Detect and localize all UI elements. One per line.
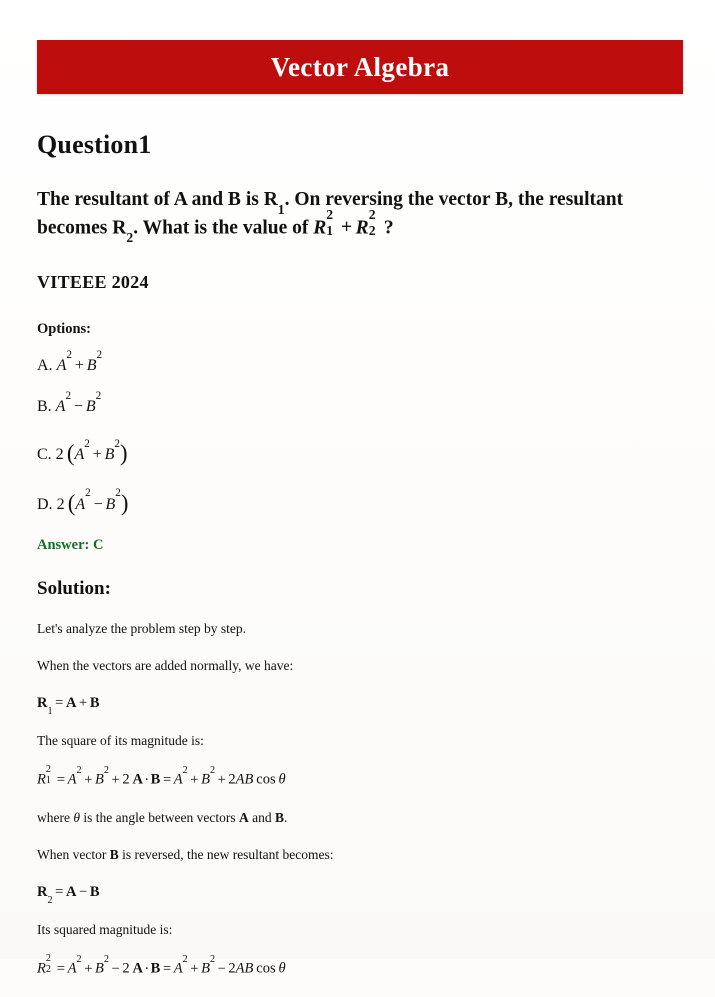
question-math-r1-scripts xyxy=(326,207,337,238)
option-b[interactable] xyxy=(37,389,683,416)
eq4-b1-sup: 2 xyxy=(103,953,109,965)
eq2-plus-4: + xyxy=(217,771,226,788)
question-vector-b: B xyxy=(227,189,241,210)
eq4-r-scripts xyxy=(45,952,54,976)
option-a-sup-b: 2 xyxy=(96,348,103,361)
solution-line-6: Its squared magnitude is: xyxy=(37,921,173,937)
question-text-part6: . What is the value of xyxy=(133,217,314,239)
page-header-banner xyxy=(37,40,683,94)
eq4-r-sup: 2 xyxy=(45,952,51,964)
eq1-vector-b: B xyxy=(89,695,100,712)
option-c-operator: + xyxy=(92,446,102,464)
question-mark: ? xyxy=(383,217,394,239)
eq2-b2: B xyxy=(201,771,210,788)
answer-value: C xyxy=(92,536,104,553)
eq2-b2-sup: 2 xyxy=(209,764,215,776)
option-b-sup-a: 2 xyxy=(65,389,72,402)
eq4-b2-sup: 2 xyxy=(209,953,215,965)
eq2-plus-3: + xyxy=(190,771,199,788)
option-c[interactable] xyxy=(37,438,683,465)
question-vector-a: A xyxy=(173,189,187,210)
question-math-r2-scripts xyxy=(368,207,380,238)
exam-tag: VITEEE 2024 xyxy=(37,271,149,292)
line4-part4: . xyxy=(283,809,288,825)
option-c-term-b: B xyxy=(104,446,115,464)
eq4-coef-2: 2 xyxy=(228,960,236,977)
eq2-r-sup: 2 xyxy=(45,763,51,775)
eq4-a1: A xyxy=(67,960,77,977)
eq4-minus-1: − xyxy=(111,960,120,977)
eq2-coef: 2 xyxy=(122,771,130,788)
eq2-r-scripts xyxy=(45,763,54,787)
eq2-theta: θ xyxy=(278,771,286,788)
eq1-plus: + xyxy=(79,695,88,712)
option-d-coefficient: 2 xyxy=(56,495,65,513)
option-d-term-b: B xyxy=(105,495,116,513)
eq2-b1: B xyxy=(95,771,104,788)
line5-part1: When vector xyxy=(37,846,110,862)
solution-line-5 xyxy=(37,846,683,864)
eq4-r-sub: 2 xyxy=(45,964,51,976)
line4-part1: where xyxy=(37,809,74,825)
eq2-a2: A xyxy=(173,771,183,788)
eq2-vector-b: B xyxy=(150,771,161,788)
line5-part2: is reversed, the new resultant becomes: xyxy=(118,846,334,862)
eq2-equals-2: = xyxy=(162,771,172,788)
eq4-a1-sup: 2 xyxy=(76,953,82,965)
eq2-ab: AB xyxy=(235,771,254,788)
option-a-sup-a: 2 xyxy=(66,348,72,361)
question-math-r1-sup: 2 xyxy=(326,207,334,223)
question-math-plus: + xyxy=(341,217,353,239)
eq2-a1-sup: 2 xyxy=(76,764,82,776)
line4-part3: and xyxy=(248,809,275,825)
option-c-letter: C. xyxy=(37,446,52,464)
question-text-part3: is xyxy=(240,189,264,210)
eq4-plus-2: + xyxy=(190,960,199,977)
option-c-paren-open: ( xyxy=(66,440,75,466)
question-math-r1-sub: 1 xyxy=(326,222,334,238)
eq3-r: R xyxy=(37,884,48,901)
eq3-vector-a: A xyxy=(65,884,77,901)
question-text-part2: and xyxy=(186,189,228,210)
solution-line-3: The square of its magnitude is: xyxy=(37,733,204,749)
eq1-r-sub: 1 xyxy=(47,705,53,717)
eq4-coef: 2 xyxy=(122,960,130,977)
eq2-equals-1: = xyxy=(56,771,66,788)
eq1-vector-a: A xyxy=(65,695,77,712)
question-text xyxy=(37,186,683,245)
option-a-term-a: A xyxy=(56,356,67,374)
solution-heading: Solution: xyxy=(37,577,111,599)
option-b-sup-b: 2 xyxy=(95,389,102,402)
eq3-minus: − xyxy=(79,884,88,901)
line4-part2: is the angle between vectors xyxy=(80,809,239,825)
eq2-cos: cos xyxy=(256,771,276,788)
solution-line-1: Let's analyze the problem step by step. xyxy=(37,620,246,636)
document-content xyxy=(37,130,683,997)
eq2-b1-sup: 2 xyxy=(103,764,109,776)
option-d-term-a: A xyxy=(75,495,86,513)
eq4-a2-sup: 2 xyxy=(182,953,188,965)
question-heading: Question1 xyxy=(37,130,152,159)
solution-equation-2 xyxy=(37,763,683,789)
question-r-symbol: R xyxy=(263,189,278,210)
line4-vector-b: B xyxy=(274,809,284,825)
line5-vector-b: B xyxy=(109,846,119,862)
option-c-sup-b: 2 xyxy=(114,438,120,451)
eq4-minus-2: − xyxy=(217,960,226,977)
option-d-sup-b: 2 xyxy=(115,487,121,500)
eq4-vector-b: B xyxy=(150,960,161,977)
answer-line xyxy=(37,537,683,554)
option-d-paren-close: ) xyxy=(120,489,129,515)
eq4-cos: cos xyxy=(256,960,276,977)
eq4-equals-1: = xyxy=(56,960,66,977)
option-c-coefficient: 2 xyxy=(55,446,64,464)
solution-line-2: When the vectors are added normally, we have: xyxy=(37,657,294,673)
option-d-sup-a: 2 xyxy=(85,487,91,500)
option-a-letter: A. xyxy=(37,356,53,374)
eq2-plus-2: + xyxy=(111,771,120,788)
solution-equation-3 xyxy=(37,883,683,906)
option-a-term-b: B xyxy=(86,356,97,374)
options-label: Options: xyxy=(37,320,91,337)
option-a-operator: + xyxy=(74,356,84,374)
question-r-symbol-2: R xyxy=(112,217,127,239)
question-text-part4: . On reversing the vector xyxy=(284,189,496,210)
eq2-a1: A xyxy=(67,771,77,788)
eq2-coef-2: 2 xyxy=(228,771,236,788)
question-vector-b2: B xyxy=(495,189,509,210)
eq2-r-sub: 1 xyxy=(45,775,51,787)
option-b-operator: − xyxy=(73,398,83,416)
option-d-letter: D. xyxy=(37,495,53,513)
option-b-term-b: B xyxy=(85,398,96,416)
page-title: Vector Algebra xyxy=(270,51,450,82)
option-d-operator: − xyxy=(93,495,103,513)
eq4-b2: B xyxy=(201,960,210,977)
eq4-b1: B xyxy=(95,960,104,977)
eq1-r: R xyxy=(37,695,48,712)
option-d-paren-open: ( xyxy=(67,489,76,515)
question-math-r1: R xyxy=(313,217,327,239)
question-text-part5: , the resultant becomes xyxy=(37,189,624,239)
line4-vector-a: A xyxy=(238,809,249,825)
eq4-a2: A xyxy=(173,960,183,977)
eq2-dot: · xyxy=(144,771,150,788)
question-math-r2: R xyxy=(355,217,369,239)
question-r2-subscript: 2 xyxy=(126,229,134,245)
eq4-ab: AB xyxy=(235,960,254,977)
option-c-paren-close: ) xyxy=(119,440,128,466)
eq1-equals: = xyxy=(55,695,64,712)
eq2-r: R xyxy=(37,771,46,788)
option-a[interactable] xyxy=(37,348,683,375)
question-math-r2-sub: 2 xyxy=(368,222,376,238)
eq2-plus-1: + xyxy=(84,771,93,788)
eq4-vector-a: A xyxy=(132,960,143,977)
solution-equation-4 xyxy=(37,952,683,978)
eq3-vector-b: B xyxy=(89,884,100,901)
question-text-part1: The resultant of xyxy=(37,189,174,210)
eq4-equals-2: = xyxy=(162,960,172,977)
option-c-term-a: A xyxy=(74,446,85,464)
answer-label: Answer: xyxy=(37,536,90,553)
option-b-term-a: A xyxy=(55,398,66,416)
option-c-sup-a: 2 xyxy=(84,438,90,451)
eq4-plus-1: + xyxy=(84,960,93,977)
eq2-vector-a: A xyxy=(132,771,143,788)
eq4-dot: · xyxy=(144,960,150,977)
eq4-r: R xyxy=(37,960,46,977)
eq3-equals: = xyxy=(55,884,64,901)
eq3-r-sub: 2 xyxy=(47,894,53,906)
line4-theta: θ xyxy=(73,809,80,825)
solution-equation-1 xyxy=(37,694,683,717)
eq2-a2-sup: 2 xyxy=(182,764,188,776)
eq4-theta: θ xyxy=(278,960,286,977)
question-r1-subscript: 1 xyxy=(277,201,285,217)
solution-line-4 xyxy=(37,809,683,827)
question-math-r2-sup: 2 xyxy=(368,207,376,223)
option-b-letter: B. xyxy=(37,398,52,416)
option-d[interactable] xyxy=(37,488,683,515)
